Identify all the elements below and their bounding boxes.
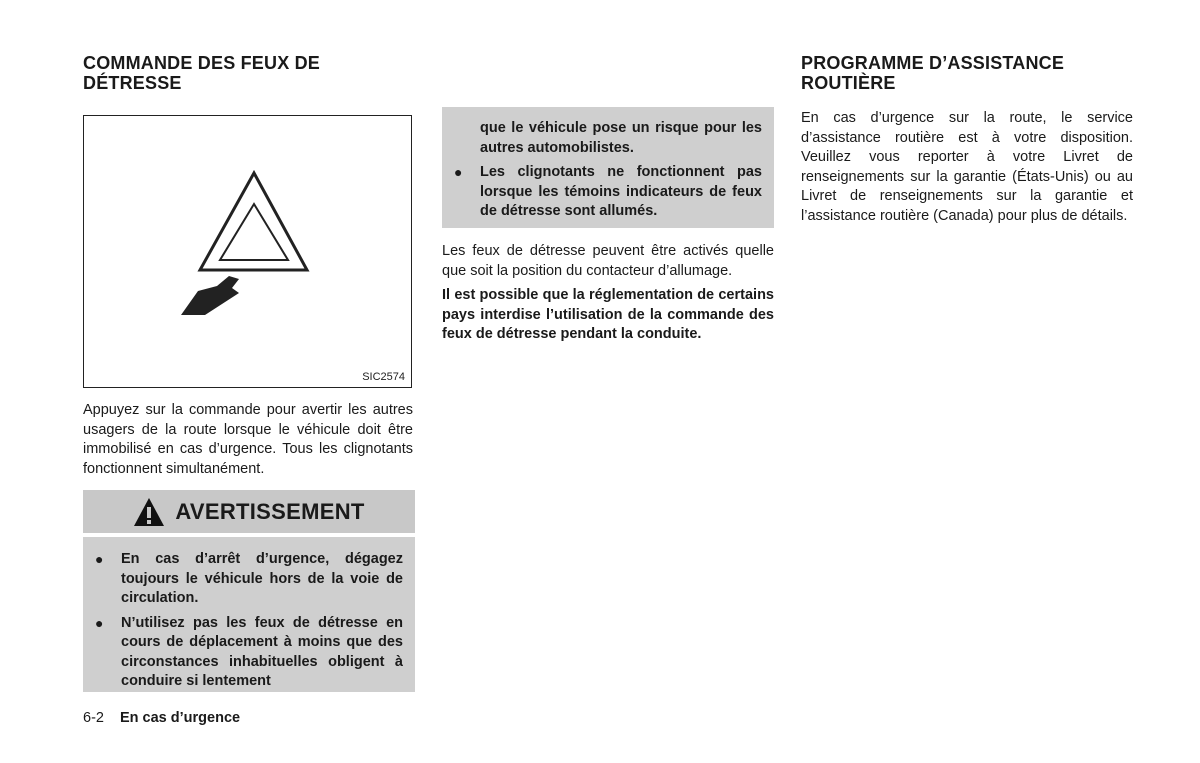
list-item: ● En cas d’arrêt d’urgence, dégagez toujours le véhicule hors de la voie de circulation. [95, 551, 403, 606]
warning-list-continued [442, 163, 762, 227]
page-footer [83, 710, 240, 726]
hazard-ignition-text: Les feux de détresse peuvent être activés quelle que soit la position du contacteur d’allumage. [442, 243, 774, 279]
page-number: 6-2 [83, 710, 104, 726]
figure-code: SIC2574 [362, 371, 405, 383]
warning-title: AVERTISSEMENT [175, 498, 365, 524]
footer-section: En cas d’urgence [120, 710, 241, 726]
hazard-triangle-icon [84, 116, 410, 386]
warning-list [83, 550, 403, 697]
section-heading-hazard: COMMANDE DES FEUX DE DÉTRESSE [83, 53, 321, 93]
list-item: ● Les clignotants ne fonctionnent pas lorsque les témoins indicateurs de feux de détresse sont allumés. [454, 164, 762, 219]
hazard-description: Appuyez sur la commande pour avertir les autres usagers de la route lorsque le véhicule doit être immobilisé en cas d’urgence. Tous les clignotants fonctionnent simultanément. [83, 402, 413, 477]
regulation-note: Il est possible que la réglementation de certains pays interdise l’utilisation de la commande des feux de détresse pendant la conduite. [442, 287, 774, 342]
warning-continued-text: que le véhicule pose un risque pour les autres automobilistes. [480, 120, 762, 156]
hazard-switch-figure [83, 115, 412, 388]
warning-triangle-icon [133, 497, 165, 527]
list-item: ● N’utilisez pas les feux de détresse en cours de déplacement à moins que des circonstances inhabituelles obligent à conduire si lentement [95, 614, 403, 689]
warning-header [83, 490, 415, 533]
section-heading-roadside: PROGRAMME D’ASSISTANCE ROUTIÈRE [801, 53, 1065, 93]
roadside-description: En cas d’urgence sur la route, le service d’assistance routière est à votre disposition. Veuillez vous reporter à votre Livret de renseignements sur la garantie (États-Unis) ou au Livret de renseignements sur la garantie et l’assistance routière (Canada) pour plus de détails. [801, 110, 1133, 224]
arrow-icon [181, 276, 239, 315]
